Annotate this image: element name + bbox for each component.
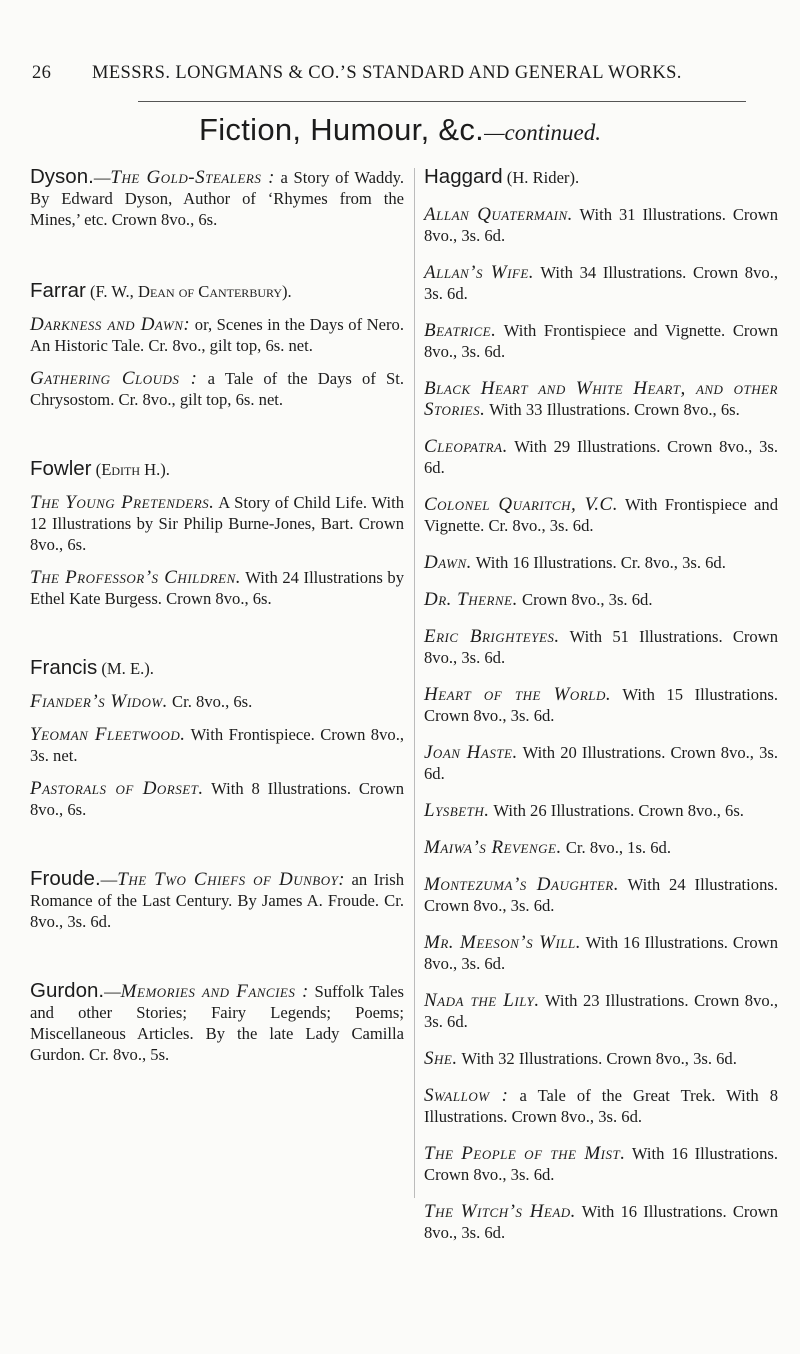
book-details: With 24 Illustrations. Crown 8vo., 3s. 6d. (424, 875, 778, 915)
book-details: With Frontispiece and Vignette. Crown 8vo., 3s. 6d. (424, 321, 778, 361)
book-title: Black Heart and White Heart, and other Stories. (424, 378, 778, 420)
book-details: With 33 Illustrations. Crown 8vo., 6s. (485, 400, 740, 419)
book-item (424, 494, 778, 536)
author-details: (Edith H.). (91, 460, 170, 479)
book-title: Dr. Therne. (424, 589, 518, 610)
book-details: With 31 Illustrations. Crown 8vo., 3s. 6d. (424, 205, 778, 245)
book-title: Heart of the World. (424, 684, 612, 705)
book-item (424, 684, 778, 726)
book-details: a Tale of the Days of St. Chrysostom. Cr. 8vo., gilt top, 6s. net. (30, 369, 404, 409)
book-title: Dawn. (424, 552, 472, 573)
book-title: Allan Quatermain. (424, 204, 573, 225)
book-item (424, 320, 778, 362)
book-details: With 34 Illustrations. Crown 8vo., 3s. 6d. (424, 263, 778, 303)
section-title-text: Fiction, Humour, &c. (199, 112, 485, 147)
book-item (424, 1085, 778, 1127)
book-details: With 16 Illustrations. Crown 8vo., 3s. 6d. (424, 1144, 778, 1184)
book-details: With 26 Illustrations. Crown 8vo., 6s. (489, 801, 744, 820)
author-details: (M. E.). (97, 659, 154, 678)
entry-haggard (424, 166, 778, 1243)
book-details: With 8 Illustrations. Crown 8vo., 6s. (30, 779, 405, 819)
book-item (30, 778, 404, 820)
book-details: With 24 Illustrations by Ethel Kate Burgess. Crown 8vo., 6s. (30, 568, 404, 608)
dash: — (93, 168, 111, 187)
book-title: The Young Pretenders. (30, 492, 215, 513)
book-item (424, 204, 778, 246)
book-item (30, 724, 404, 766)
book-details: With 32 Illustrations. Crown 8vo., 3s. 6d. (457, 1049, 737, 1068)
book-title: Swallow : (424, 1085, 509, 1106)
section-continued: —continued. (484, 120, 601, 145)
right-column (424, 166, 778, 1243)
book-item (424, 378, 778, 420)
book-title: Yeoman Fleetwood. (30, 724, 186, 745)
column-divider (414, 168, 415, 1198)
book-title: The People of the Mist. (424, 1143, 626, 1164)
author-name: Gurdon. (30, 979, 105, 1002)
book-details: With 29 Illustrations. Crown 8vo., 3s. 6d. (424, 437, 778, 477)
book-item (424, 874, 778, 916)
book-details: a Tale of the Great Trek. With 8 Illustrations. Crown 8vo., 3s. 6d. (424, 1086, 778, 1126)
book-title: Fiander’s Widow. (30, 691, 168, 712)
book-title: The Gold-Stealers : (110, 167, 275, 188)
book-title: Memories and Fancies : (120, 981, 309, 1002)
author-name: Haggard (424, 165, 503, 188)
book-item (424, 990, 778, 1032)
book-item (30, 492, 404, 555)
book-item (30, 314, 404, 356)
entry-dyson (30, 166, 404, 230)
header-rule (138, 101, 746, 102)
book-item (424, 1143, 778, 1185)
book-details: With Frontispiece. Crown 8vo., 3s. net. (30, 725, 404, 765)
book-item (424, 1201, 778, 1243)
running-title: MESSRS. LONGMANS & CO.’S STANDARD AND GENERAL WORKS. (92, 63, 682, 83)
book-title: Darkness and Dawn: (30, 314, 191, 335)
book-details: With 15 Illustrations. Crown 8vo., 3s. 6d. (424, 685, 778, 725)
book-title: The Two Chiefs of Dunboy: (117, 869, 346, 890)
book-title: Pastorals of Dorset. (30, 778, 204, 799)
book-item (30, 567, 404, 609)
book-title: She. (424, 1048, 458, 1069)
book-title: Maiwa’s Revenge. (424, 837, 562, 858)
book-title: The Professor’s Children. (30, 567, 242, 588)
book-details: or, Scenes in the Days of Nero. An Historic Tale. Cr. 8vo., gilt top, 6s. net. (30, 315, 404, 355)
book-title: Cleopatra. (424, 436, 508, 457)
book-details: a Story of Waddy. By Edward Dyson, Author of ‘Rhymes from the Mines,’ etc. Crown 8vo., 6s. (30, 168, 404, 229)
author-name: Farrar (30, 279, 86, 302)
entry-gurdon (30, 980, 404, 1065)
book-details: With Frontispiece and Vignette. Cr. 8vo., 3s. 6d. (424, 495, 778, 535)
author-details: (F. W., Dean of Canterbury). (85, 282, 292, 301)
book-item (424, 800, 778, 821)
author-name: Dyson. (30, 165, 94, 188)
book-details: With 23 Illustrations. Crown 8vo., 3s. 6d. (424, 991, 778, 1031)
author-name: Froude. (30, 867, 101, 890)
book-details: Suffolk Tales and other Stories; Fairy Legends; Poems; Miscellaneous Articles. By the late Lady Camilla Gurdon. Cr. 8vo., 5s. (30, 982, 404, 1064)
book-item (424, 742, 778, 784)
author-name: Francis (30, 656, 98, 679)
entry-froude (30, 868, 404, 932)
book-item (424, 626, 778, 668)
book-title: Beatrice. (424, 320, 497, 341)
book-title: Joan Haste. (424, 742, 518, 763)
book-item (424, 262, 778, 304)
book-details: With 16 Illustrations. Cr. 8vo., 3s. 6d. (471, 553, 726, 572)
book-item (424, 552, 778, 573)
dash: — (104, 982, 121, 1001)
entry-fowler (30, 458, 404, 609)
book-title: Colonel Quaritch, V.C. (424, 494, 618, 515)
dash: — (100, 870, 118, 889)
book-title: Montezuma’s Daughter. (424, 874, 619, 895)
book-title: Eric Brighteyes. (424, 626, 560, 647)
book-title: Allan’s Wife. (424, 262, 535, 283)
book-details: Crown 8vo., 3s. 6d. (517, 590, 653, 609)
book-details: With 16 Illustrations. Crown 8vo., 3s. 6d. (424, 933, 779, 973)
book-title: Lysbeth. (424, 800, 490, 821)
author-name: Fowler (30, 457, 92, 480)
book-title: Gathering Clouds : (30, 368, 198, 389)
page-number: 26 (32, 63, 52, 83)
book-item (424, 589, 778, 610)
left-column (30, 166, 404, 1065)
book-item (424, 837, 778, 858)
book-title: Nada the Lily. (424, 990, 540, 1011)
entry-francis (30, 657, 404, 820)
book-details: Cr. 8vo., 6s. (167, 692, 253, 711)
book-details: A Story of Child Life. With 12 Illustrations by Sir Philip Burne-Jones, Bart. Crown 8vo., 6s. (30, 493, 404, 554)
book-details: With 51 Illustrations. Crown 8vo., 3s. 6d. (424, 627, 778, 667)
book-item (424, 1048, 778, 1069)
author-details: (H. Rider). (502, 168, 580, 187)
book-item (424, 436, 778, 478)
entry-farrar (30, 280, 404, 410)
book-details: With 16 Illustrations. Crown 8vo., 3s. 6d. (424, 1202, 778, 1242)
book-details: Cr. 8vo., 1s. 6d. (561, 838, 671, 857)
book-item (30, 368, 404, 410)
section-title (0, 112, 800, 148)
book-title: Mr. Meeson’s Will. (424, 932, 581, 953)
book-details: an Irish Romance of the Last Century. By James A. Froude. Cr. 8vo., 3s. 6d. (30, 870, 404, 931)
book-item (30, 691, 404, 712)
book-item (424, 932, 778, 974)
book-title: The Witch’s Head. (424, 1201, 576, 1222)
book-details: With 20 Illustrations. Crown 8vo., 3s. 6d. (424, 743, 778, 783)
